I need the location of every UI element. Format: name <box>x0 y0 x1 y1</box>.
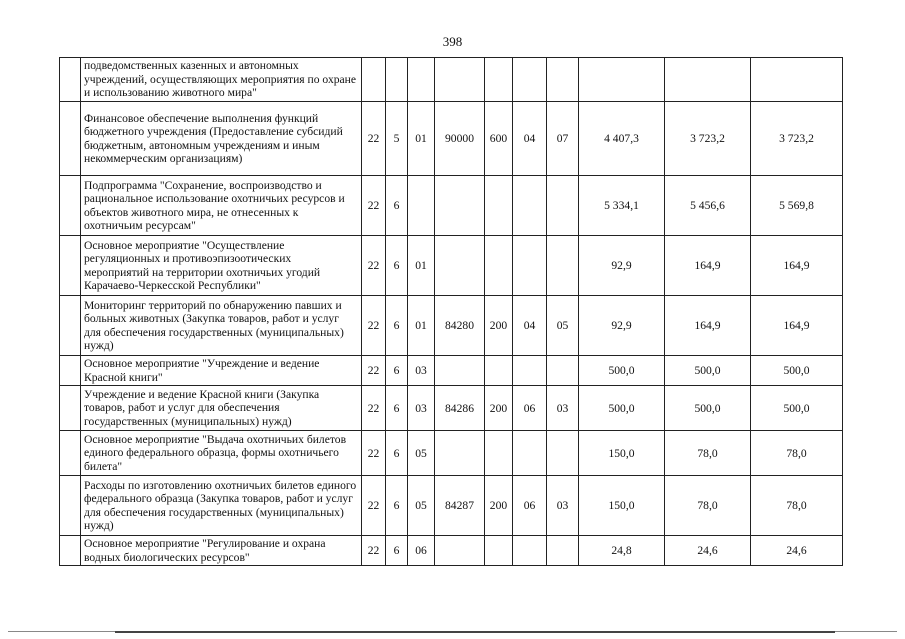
subsection-cell: 07 <box>547 102 579 176</box>
section-cell: 04 <box>513 296 547 356</box>
direction-code-cell <box>435 431 485 476</box>
section-cell: 06 <box>513 476 547 536</box>
description-cell: Основное мероприятие "Осуществление регуляционных и противоэпизоотических мероприятий на территории охотничьих угодий Карачаево-Черкесской Республики" <box>81 236 362 296</box>
section-cell <box>513 536 547 566</box>
description-cell: Финансовое обеспечение выполнения функций бюджетного учреждения (Предоставление субсидий бюджетным, автономным учреждениям и иным некоммерческим организациям) <box>81 102 362 176</box>
event-code-cell: 03 <box>408 386 435 431</box>
direction-code-cell <box>435 236 485 296</box>
year1-amount-cell: 150,0 <box>579 476 665 536</box>
table-row <box>60 386 843 431</box>
subprogram-code-cell: 6 <box>386 356 408 386</box>
expense-type-cell <box>485 58 513 102</box>
page-bottom-shadow <box>115 631 835 633</box>
program-code-cell: 22 <box>362 296 386 356</box>
year1-amount-cell: 5 334,1 <box>579 176 665 236</box>
subprogram-code-cell: 6 <box>386 236 408 296</box>
row-index-cell <box>60 296 81 356</box>
subsection-cell: 05 <box>547 296 579 356</box>
year3-amount-cell <box>751 58 843 102</box>
row-index-cell <box>60 386 81 431</box>
description-cell: Основное мероприятие "Учреждение и ведение Красной книги" <box>81 356 362 386</box>
direction-code-cell: 84287 <box>435 476 485 536</box>
table-row <box>60 356 843 386</box>
section-cell <box>513 356 547 386</box>
year3-amount-cell: 78,0 <box>751 431 843 476</box>
year2-amount-cell: 78,0 <box>665 476 751 536</box>
row-index-cell <box>60 356 81 386</box>
program-code-cell: 22 <box>362 536 386 566</box>
year2-amount-cell: 24,6 <box>665 536 751 566</box>
subsection-cell <box>547 536 579 566</box>
program-code-cell: 22 <box>362 102 386 176</box>
year3-amount-cell: 5 569,8 <box>751 176 843 236</box>
section-cell <box>513 58 547 102</box>
year1-amount-cell: 4 407,3 <box>579 102 665 176</box>
year1-amount-cell: 92,9 <box>579 296 665 356</box>
year2-amount-cell: 164,9 <box>665 236 751 296</box>
year3-amount-cell: 164,9 <box>751 296 843 356</box>
event-code-cell: 01 <box>408 236 435 296</box>
row-index-cell <box>60 58 81 102</box>
event-code-cell: 01 <box>408 296 435 356</box>
program-code-cell: 22 <box>362 386 386 431</box>
expense-type-cell: 200 <box>485 476 513 536</box>
year3-amount-cell: 78,0 <box>751 476 843 536</box>
description-cell: Основное мероприятие "Регулирование и охрана водных биологических ресурсов" <box>81 536 362 566</box>
table-row <box>60 431 843 476</box>
year1-amount-cell: 92,9 <box>579 236 665 296</box>
program-code-cell: 22 <box>362 176 386 236</box>
program-code-cell: 22 <box>362 431 386 476</box>
description-cell: Основное мероприятие "Выдача охотничьих билетов единого федерального образца, формы охотничьего билета" <box>81 431 362 476</box>
section-cell: 06 <box>513 386 547 431</box>
expense-type-cell <box>485 356 513 386</box>
expense-type-cell <box>485 536 513 566</box>
table-row <box>60 236 843 296</box>
subsection-cell: 03 <box>547 476 579 536</box>
table-row <box>60 102 843 176</box>
year3-amount-cell: 500,0 <box>751 386 843 431</box>
table-row <box>60 536 843 566</box>
year3-amount-cell: 24,6 <box>751 536 843 566</box>
year2-amount-cell: 5 456,6 <box>665 176 751 236</box>
row-index-cell <box>60 536 81 566</box>
direction-code-cell <box>435 536 485 566</box>
expense-type-cell <box>485 431 513 476</box>
program-code-cell: 22 <box>362 476 386 536</box>
event-code-cell: 03 <box>408 356 435 386</box>
expense-type-cell <box>485 176 513 236</box>
subprogram-code-cell: 6 <box>386 386 408 431</box>
year2-amount-cell: 500,0 <box>665 386 751 431</box>
description-cell: Мониторинг территорий по обнаружению павших и больных животных (Закупка товаров, работ и услуг для обеспечения государственных (муниципальных) нужд) <box>81 296 362 356</box>
year1-amount-cell: 500,0 <box>579 356 665 386</box>
program-code-cell <box>362 58 386 102</box>
year1-amount-cell: 150,0 <box>579 431 665 476</box>
year3-amount-cell: 3 723,2 <box>751 102 843 176</box>
table-row <box>60 476 843 536</box>
subsection-cell: 03 <box>547 386 579 431</box>
section-cell <box>513 431 547 476</box>
event-code-cell: 05 <box>408 431 435 476</box>
subsection-cell <box>547 58 579 102</box>
direction-code-cell: 84286 <box>435 386 485 431</box>
year2-amount-cell <box>665 58 751 102</box>
subprogram-code-cell: 6 <box>386 431 408 476</box>
event-code-cell <box>408 176 435 236</box>
description-cell: Учреждение и ведение Красной книги (Закупка товаров, работ и услуг для обеспечения государственных (муниципальных) нужд) <box>81 386 362 431</box>
expense-type-cell: 200 <box>485 296 513 356</box>
direction-code-cell <box>435 356 485 386</box>
subsection-cell <box>547 356 579 386</box>
page-number: 398 <box>442 34 463 49</box>
section-cell: 04 <box>513 102 547 176</box>
event-code-cell: 01 <box>408 102 435 176</box>
year1-amount-cell: 500,0 <box>579 386 665 431</box>
subprogram-code-cell: 6 <box>386 176 408 236</box>
description-cell: подведомственных казенных и автономных учреждений, осуществляющих мероприятия по охране и использованию животного мира" <box>81 58 362 102</box>
expense-type-cell: 200 <box>485 386 513 431</box>
year2-amount-cell: 500,0 <box>665 356 751 386</box>
year3-amount-cell: 164,9 <box>751 236 843 296</box>
subprogram-code-cell: 5 <box>386 102 408 176</box>
table-row <box>60 176 843 236</box>
direction-code-cell: 84280 <box>435 296 485 356</box>
table-row <box>60 296 843 356</box>
row-index-cell <box>60 176 81 236</box>
direction-code-cell <box>435 58 485 102</box>
year1-amount-cell <box>579 58 665 102</box>
program-code-cell: 22 <box>362 356 386 386</box>
section-cell <box>513 176 547 236</box>
event-code-cell: 05 <box>408 476 435 536</box>
expense-type-cell: 600 <box>485 102 513 176</box>
expense-type-cell <box>485 236 513 296</box>
row-index-cell <box>60 476 81 536</box>
subprogram-code-cell <box>386 58 408 102</box>
year1-amount-cell: 24,8 <box>579 536 665 566</box>
description-cell: Расходы по изготовлению охотничьих билетов единого федерального образца (Закупка товаров, работ и услуг для обеспечения государственных (муниципальных) нужд) <box>81 476 362 536</box>
row-index-cell <box>60 102 81 176</box>
direction-code-cell: 90000 <box>435 102 485 176</box>
budget-table <box>59 57 843 566</box>
section-cell <box>513 236 547 296</box>
event-code-cell <box>408 58 435 102</box>
event-code-cell: 06 <box>408 536 435 566</box>
subsection-cell <box>547 176 579 236</box>
subprogram-code-cell: 6 <box>386 296 408 356</box>
year2-amount-cell: 164,9 <box>665 296 751 356</box>
subprogram-code-cell: 6 <box>386 476 408 536</box>
row-index-cell <box>60 431 81 476</box>
table-body <box>60 58 843 566</box>
subprogram-code-cell: 6 <box>386 536 408 566</box>
table-row <box>60 58 843 102</box>
subsection-cell <box>547 236 579 296</box>
direction-code-cell <box>435 176 485 236</box>
subsection-cell <box>547 431 579 476</box>
year2-amount-cell: 3 723,2 <box>665 102 751 176</box>
program-code-cell: 22 <box>362 236 386 296</box>
year2-amount-cell: 78,0 <box>665 431 751 476</box>
description-cell: Подпрограмма "Сохранение, воспроизводство и рациональное использование охотничьих ресурсов и объектов животного мира, не отнесенных к охотничьим ресурсам" <box>81 176 362 236</box>
year3-amount-cell: 500,0 <box>751 356 843 386</box>
row-index-cell <box>60 236 81 296</box>
